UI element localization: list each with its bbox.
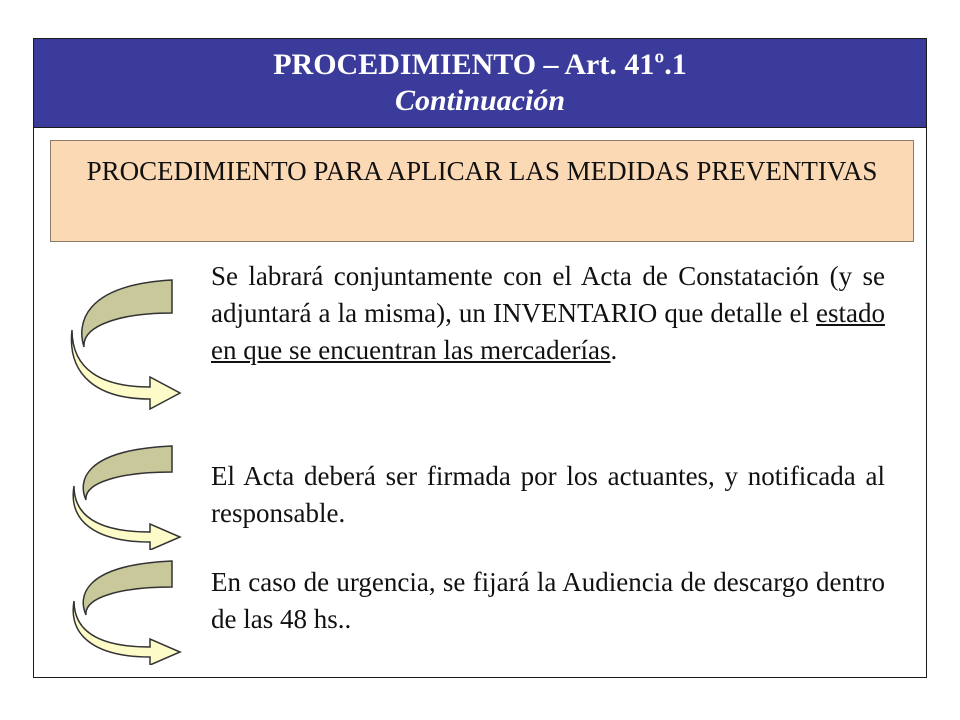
curved-arrow-icon bbox=[62, 275, 182, 410]
bullet-text-part: Se labrará conjuntamente con el Acta de Constatación (y se adjuntará a la misma), un INVENTARIO que detalle el bbox=[211, 261, 885, 328]
bullet-text-signature: El Acta deberá ser firmada por los actuantes, y notificada al responsable. bbox=[211, 461, 885, 528]
slide-header bbox=[33, 38, 927, 128]
underlined-text: estado en que se encuentran las mercaderías bbox=[211, 298, 885, 365]
bullet-text-inventory bbox=[211, 258, 885, 369]
slide-subtitle: Continuación bbox=[394, 84, 566, 117]
bullet-text-urgency: En caso de urgencia, se fijará la Audiencia de descargo dentro de las 48 hs.. bbox=[211, 567, 885, 634]
section-heading: PROCEDIMIENTO PARA APLICAR LAS MEDIDAS PREVENTIVAS bbox=[50, 140, 914, 242]
slide-title: PROCEDIMIENTO – Art. 41º.1 bbox=[273, 48, 687, 81]
curved-arrow-icon bbox=[62, 442, 182, 550]
bullet-text-part: . bbox=[610, 335, 618, 365]
curved-arrow-icon bbox=[62, 557, 182, 665]
